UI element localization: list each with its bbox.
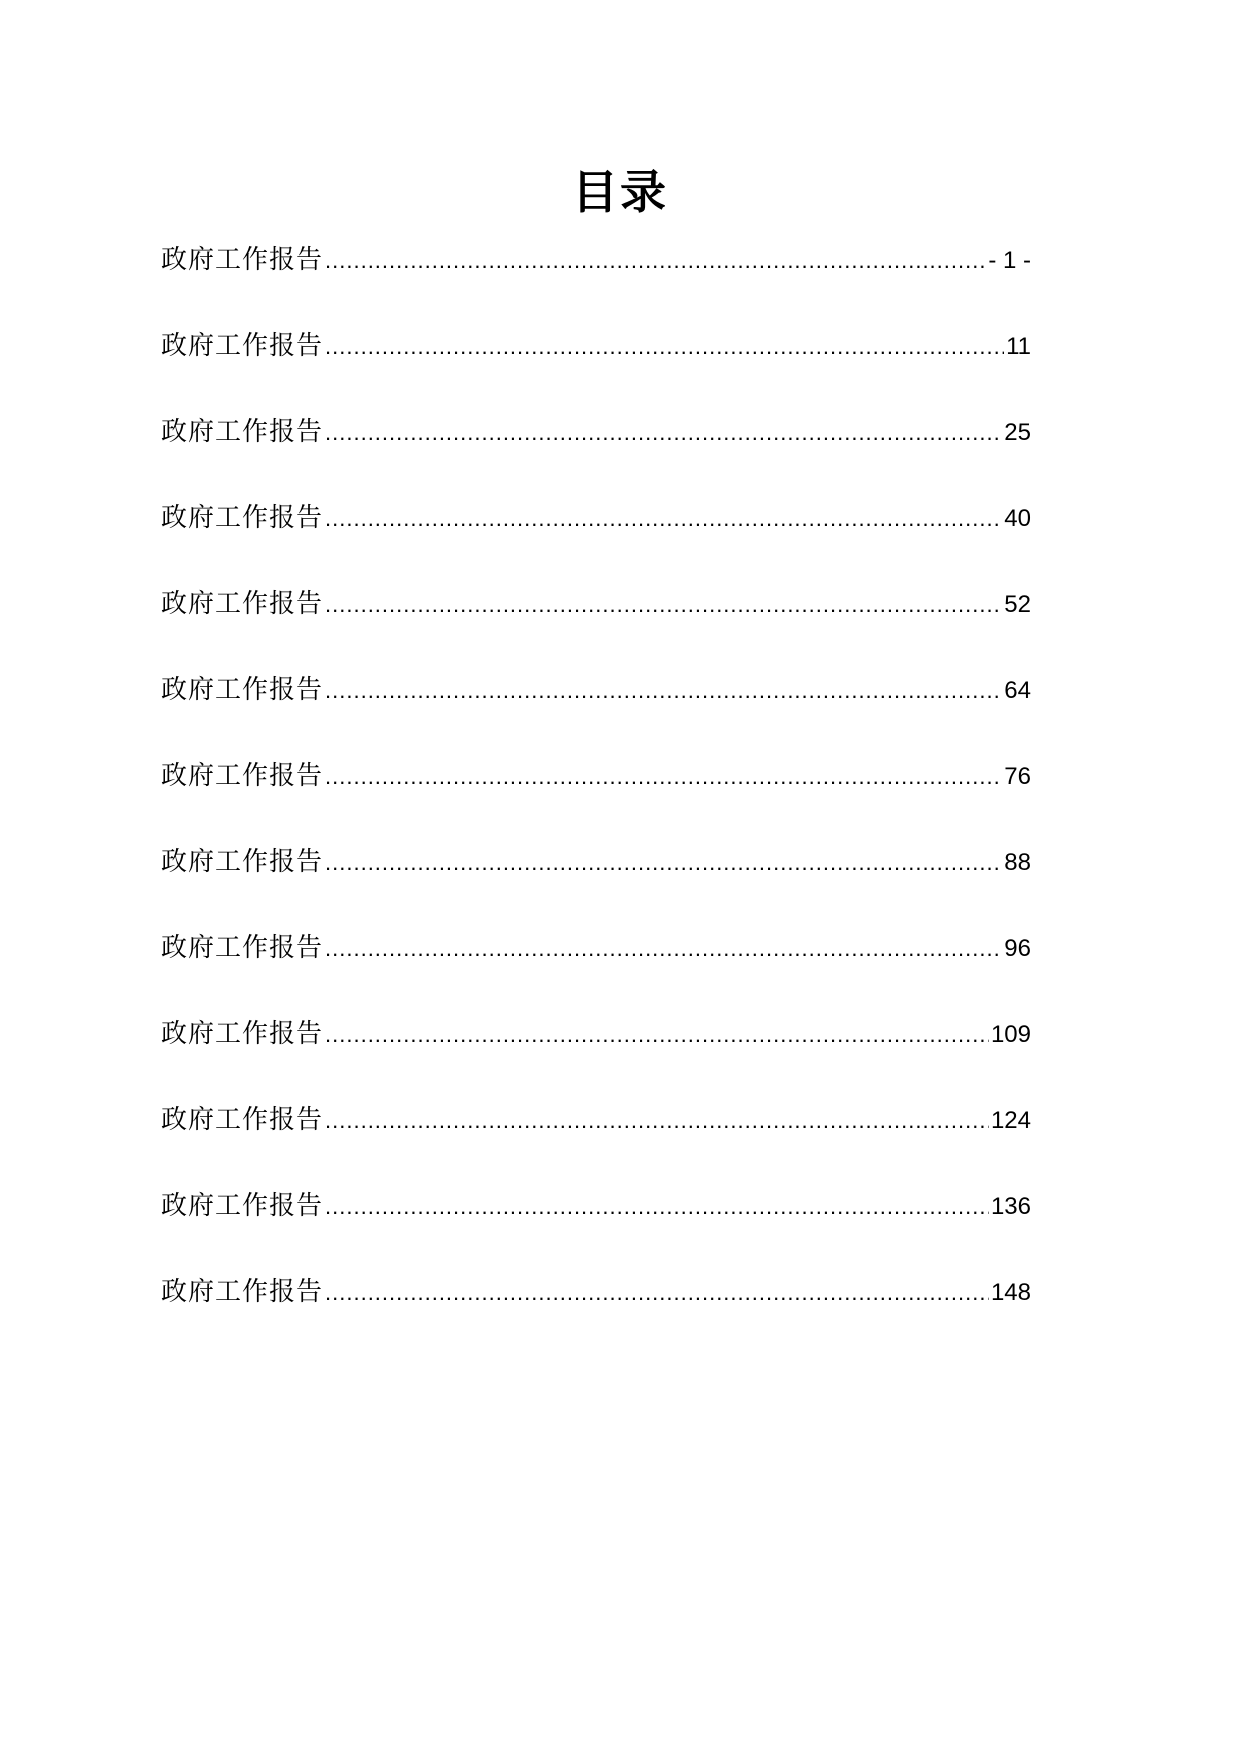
toc-leader-dots [325,1268,989,1318]
toc-title: 目录 [572,165,668,219]
toc-entry-title: 政府工作报告 [161,1191,324,1221]
toc-page-number: - 1 - [988,247,1031,274]
toc-leader-dots [325,666,1002,716]
toc-entry[interactable] [161,665,1031,751]
toc-entry-title: 政府工作报告 [161,245,324,275]
toc-leader-dots [325,236,986,286]
toc-entry[interactable] [161,1267,1031,1353]
toc-entry[interactable] [161,407,1031,493]
toc-entry-title: 政府工作报告 [161,1019,324,1049]
toc-leader-dots [325,1096,989,1146]
toc-leader-dots [325,838,1002,888]
toc-entry-title: 政府工作报告 [161,589,324,619]
toc-entry[interactable] [161,837,1031,923]
toc-leader-dots [325,1010,989,1060]
toc-entry-title: 政府工作报告 [161,761,324,791]
toc-page-number: 109 [990,1021,1031,1048]
toc-page-number: 40 [1004,505,1031,532]
toc-page-number: 136 [990,1193,1031,1220]
toc-page-number: 52 [1004,591,1031,618]
toc-entry[interactable] [161,923,1031,1009]
toc-page-number: 76 [1004,763,1031,790]
toc-entry[interactable] [161,579,1031,665]
toc-leader-dots [325,1182,989,1232]
toc-page-number: 11 [1006,333,1031,360]
toc-leader-dots [325,408,1002,458]
toc-entry-title: 政府工作报告 [161,933,324,963]
toc-entry-title: 政府工作报告 [161,331,324,361]
toc-page-number: 148 [990,1279,1031,1306]
toc-list [161,235,1031,1353]
toc-leader-dots [325,494,1002,544]
toc-entry[interactable] [161,751,1031,837]
toc-page-number: 88 [1004,849,1031,876]
toc-entry[interactable] [161,493,1031,579]
toc-entry[interactable] [161,1009,1031,1095]
toc-entry-title: 政府工作报告 [161,847,324,877]
toc-page-number: 25 [1004,419,1031,446]
toc-page-number: 64 [1004,677,1031,704]
toc-entry-title: 政府工作报告 [161,1105,324,1135]
toc-leader-dots [325,752,1002,802]
toc-entry[interactable] [161,1095,1031,1181]
toc-page-number: 96 [1004,935,1031,962]
toc-leader-dots [325,924,1002,974]
toc-entry[interactable] [161,1181,1031,1267]
toc-entry-title: 政府工作报告 [161,417,324,447]
toc-leader-dots [325,322,1004,372]
toc-leader-dots [325,580,1002,630]
toc-entry[interactable] [161,235,1031,321]
toc-entry-title: 政府工作报告 [161,675,324,705]
toc-page-number: 124 [990,1107,1031,1134]
toc-entry-title: 政府工作报告 [161,503,324,533]
toc-entry-title: 政府工作报告 [161,1277,324,1307]
toc-entry[interactable] [161,321,1031,407]
